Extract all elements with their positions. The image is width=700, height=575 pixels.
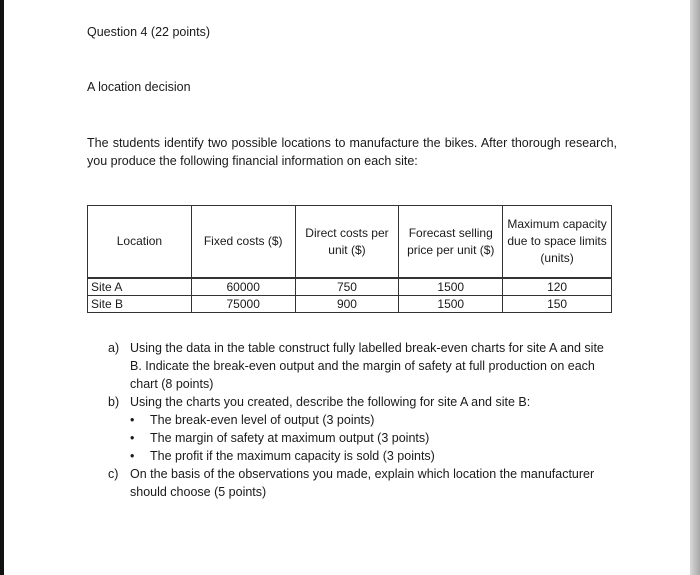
cell-location: Site B xyxy=(88,296,192,313)
question-b-label: b) xyxy=(108,395,120,409)
intro-paragraph: The students identify two possible locations to manufacture the bikes. After thorough research, you produce the following financial information on each site: xyxy=(87,136,617,168)
cell-selling-price: 1500 xyxy=(399,278,503,296)
question-b-bullets xyxy=(108,411,618,465)
header-max-capacity: Maximum capacity due to space limits (units) xyxy=(503,206,612,279)
question-a xyxy=(108,339,618,393)
bullet-text: The break-even level of output (3 points) xyxy=(150,413,375,427)
list-item xyxy=(108,447,618,465)
cell-max-capacity: 120 xyxy=(503,278,612,296)
bullet-icon: • xyxy=(130,449,135,463)
left-page-edge xyxy=(0,0,4,575)
cell-location: Site A xyxy=(88,278,192,296)
header-direct-costs: Direct costs per unit ($) xyxy=(295,206,399,279)
table-row xyxy=(88,296,612,313)
cell-direct-costs: 900 xyxy=(295,296,399,313)
header-location: Location xyxy=(88,206,192,279)
list-item xyxy=(108,411,618,429)
question-b-text: Using the charts you created, describe the following for site A and site B: xyxy=(130,395,531,409)
cell-max-capacity: 150 xyxy=(503,296,612,313)
questions-list xyxy=(108,339,618,501)
financial-info-table xyxy=(87,205,612,313)
bullet-icon: • xyxy=(130,413,135,427)
question-title: Question 4 (22 points) xyxy=(87,25,210,39)
cell-selling-price: 1500 xyxy=(399,296,503,313)
list-item xyxy=(108,429,618,447)
question-a-text: Using the data in the table construct fully labelled break-even charts for site A and site B. Indicate the break-even output and the margin of safety at full production on each chart (8 points) xyxy=(130,341,604,391)
table-header-row xyxy=(88,206,612,279)
bullet-icon: • xyxy=(130,431,135,445)
cell-direct-costs: 750 xyxy=(295,278,399,296)
question-b xyxy=(108,393,618,411)
question-c xyxy=(108,465,618,501)
question-c-text: On the basis of the observations you made, explain which location the manufacturer should choose (5 points) xyxy=(130,467,595,499)
cell-fixed-costs: 60000 xyxy=(191,278,295,296)
question-c-label: c) xyxy=(108,467,119,481)
section-title: A location decision xyxy=(87,80,191,94)
question-a-label: a) xyxy=(108,341,120,355)
cell-fixed-costs: 75000 xyxy=(191,296,295,313)
bullet-text: The profit if the maximum capacity is sold (3 points) xyxy=(150,449,435,463)
bullet-text: The margin of safety at maximum output (3 points) xyxy=(150,431,430,445)
right-page-edge xyxy=(690,0,700,575)
header-selling-price: Forecast selling price per unit ($) xyxy=(399,206,503,279)
header-fixed-costs: Fixed costs ($) xyxy=(191,206,295,279)
table-row xyxy=(88,278,612,296)
